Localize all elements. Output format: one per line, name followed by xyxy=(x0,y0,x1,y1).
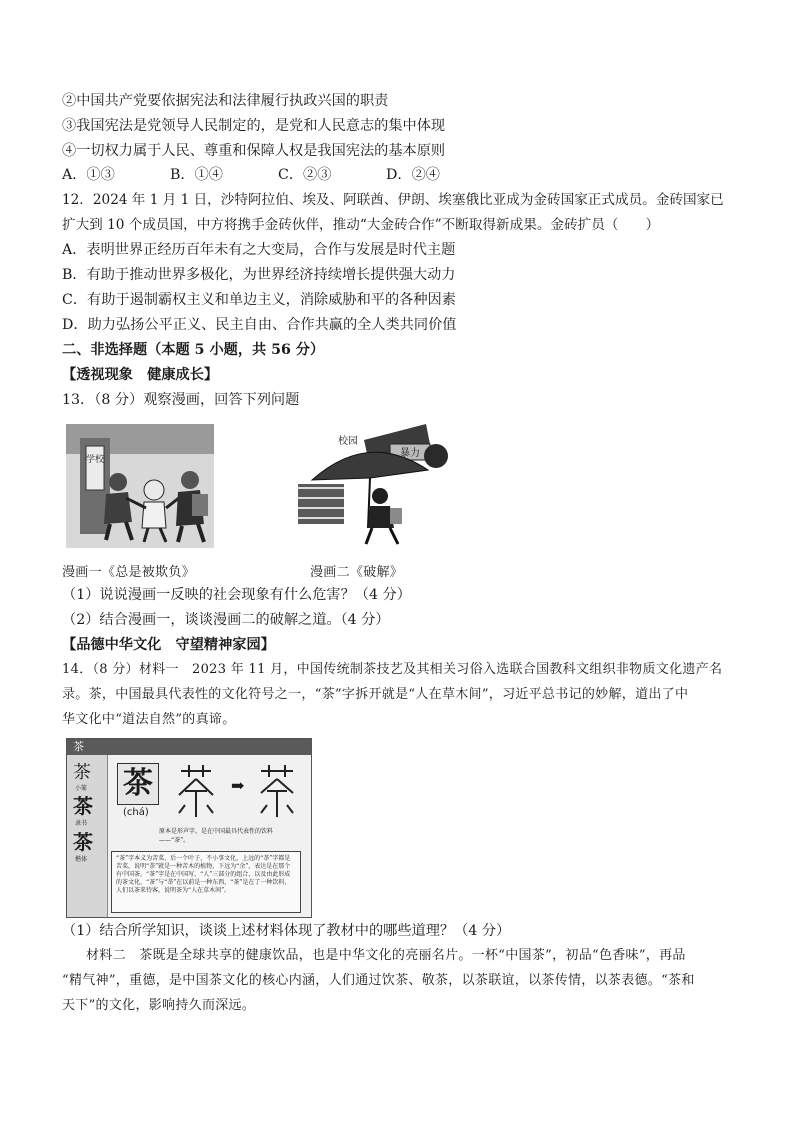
q11-statement-2: ②中国共产党要依据宪法和法律履行执政兴国的职责 xyxy=(62,93,389,109)
char-seal-label: 小篆 xyxy=(75,785,88,792)
cartoon-1-sign-text: 学校 xyxy=(85,455,105,465)
q14-material2-line2: “精气神”，重德，是中国茶文化的核心内涵，人们通过饮茶、敬茶，以茶联谊，以茶传情，以茶表德。“茶和 xyxy=(62,973,695,988)
q14-material1-line2: 录。茶，中国最具代表性的文化符号之一，“茶”字拆开就是“人在草木间”，习近平总书记的妙解，道出了中 xyxy=(62,687,689,702)
topic-heading-1: 【透视现象 健康成长】 xyxy=(62,367,219,383)
q14-material1-line1: 14．（8 分）材料一 2023 年 11 月，中国传统制茶技艺及其相关习俗入选联合国教科文组织非物质文化遗产名 xyxy=(62,662,723,677)
section-2-heading: 二、非选择题（本题 5 小题，共 56 分） xyxy=(62,342,325,358)
figure-caption: 原本是形声字，是在中国最具代表性的饮料——“茶”。 xyxy=(159,828,274,844)
arrow-icon: ➡ xyxy=(231,776,245,795)
q11-option-b: B．①④ xyxy=(170,167,223,183)
tea-character-figure xyxy=(66,738,312,918)
topic-heading-2: 【品德中华文化 守望精神家园】 xyxy=(62,637,275,653)
figure-header-bar xyxy=(67,739,311,755)
cartoon-1-drawing xyxy=(66,424,214,548)
pinyin-label: (chá) xyxy=(123,807,149,818)
q14-material1-line3: 华文化中“道法自然”的真谛。 xyxy=(62,712,236,727)
cartoon-2-image xyxy=(298,410,456,548)
q11-option-c: C．②③ xyxy=(278,167,332,183)
figure-left-column xyxy=(67,755,108,917)
q14-sub-1: （1）结合所学知识，谈谈上述材料体现了教材中的哪些道理？（4 分） xyxy=(62,923,511,939)
q11-statement-4: ④一切权力属于人民、尊重和保障人权是我国宪法的基本原则 xyxy=(62,143,446,159)
q14-material2-line3: 天下”的文化，影响持久而深远。 xyxy=(62,998,256,1013)
figure-body-text: “茶”字本义为苦菜，后一个叶子，不小事文化，上远的“荼”字都是苦菜，说明“荼”就是一种苦木的植物，下远为“余”，表达是在那个有中国茶，“茶”字是在中国写，“人”三部分的组合，以及由此形成的茶文化，“茶”与“荼”在以前是一种东西，“茶”是在了一种饮料，人们以茶来待客，说明茶为“人在草木间”。 xyxy=(111,851,301,913)
q13-sub-1: （1）说说漫画一反映的社会现象有什么危害？（4 分） xyxy=(62,587,411,603)
cartoon-2-school-label: 校园 xyxy=(338,436,358,447)
q12-option-d: D．助力弘扬公平正义、民主自由、合作共赢的全人类共同价值 xyxy=(62,317,457,333)
figure-header-char: 茶 xyxy=(73,740,84,753)
q11-option-a: A．①③ xyxy=(62,167,115,183)
char-clerical: 茶 xyxy=(73,794,93,818)
q12-option-b: B．有助于推动世界多极化，为世界经济持续增长提供强大动力 xyxy=(62,267,456,283)
char-regular-label: 楷体 xyxy=(75,856,88,863)
q13-stem: 13．（8 分）观察漫画，回答下列问题 xyxy=(62,392,300,408)
char-clerical-label: 隶书 xyxy=(75,820,88,827)
q12-option-a: A．表明世界正经历百年未有之大变局，合作与发展是时代主题 xyxy=(62,242,456,258)
char-regular: 茶 xyxy=(73,830,93,854)
q11-options xyxy=(62,165,440,185)
cartoon-1-image xyxy=(66,424,214,548)
big-tea-char: 茶 xyxy=(117,763,159,805)
q12-option-c: C．有助于遏制霸权主义和单边主义，消除威胁和平的各种因素 xyxy=(62,292,456,308)
q13-sub-2: （2）结合漫画一，谈谈漫画二的破解之道。（4 分） xyxy=(62,612,390,628)
q14-material2-line1: 材料二 茶既是全球共享的健康饮品，也是中华文化的亮丽名片。一杯“中国茶”，初品“色香味”，再品 xyxy=(86,948,686,963)
q11-statement-3: ③我国宪法是党领导人民制定的，是党和人民意志的集中体现 xyxy=(62,118,446,134)
q12-stem-line2: 扩大到 10 个成员国，中方将携手金砖伙伴，推动“大金砖合作”不断取得新成果。金砖扩员（ ） xyxy=(62,217,660,233)
q12-stem-line1: 12．2024 年 1 月 1 日，沙特阿拉伯、埃及、阿联酋、伊朗、埃塞俄比亚成为金砖国家正式成员。金砖国家已 xyxy=(62,192,724,208)
cartoon-2-caption: 漫画二《破解》 xyxy=(310,565,404,580)
char-seal: 茶 xyxy=(73,762,91,783)
cartoon-2-drawing xyxy=(298,410,456,548)
cartoon-1-caption: 漫画一《总是被欺负》 xyxy=(62,565,196,580)
q11-option-d: D．②④ xyxy=(386,167,440,183)
cartoon-2-violence-label: 暴力 xyxy=(400,448,420,459)
